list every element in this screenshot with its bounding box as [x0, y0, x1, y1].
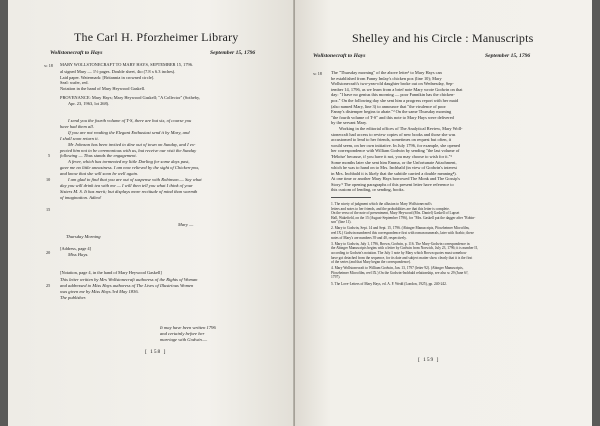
footnote-line: of the series (and that Mary began the correspondence). — [331, 260, 411, 265]
commentary-line: accustomed to lend to her friends, sometimes on request but often, it — [331, 137, 452, 143]
notation-line: was given me by Miss Hays 3rd May 1836. — [60, 288, 139, 294]
commentary-line: be established from Fanny Imlay's chicken pox (line 10); Mary — [331, 75, 442, 81]
commentary-line: Story.⁵ The opening paragraphs of this present letter have reference to — [331, 181, 454, 187]
letter-line: I shall soon return it. — [60, 135, 99, 141]
running-title-right: Shelley and his Circle : Manuscripts — [352, 31, 534, 45]
footnote-line: 1. The nicety of judgment which the allusion to Mary Wollstonecraft's — [331, 202, 432, 206]
address: Miss Hays. — [68, 252, 89, 257]
manuscript-description — [60, 69, 175, 91]
footnote-line: son" (line 11). — [331, 220, 352, 225]
description-line: Seal: wafer, red. — [60, 80, 89, 86]
line-number: 5 — [48, 153, 51, 158]
footnote-line: according to Godwin's notation. The July 1 note by Mary which Brown quotes must somehow — [331, 250, 467, 255]
letter-line: If you are not reading the Elegant Enthusiast send it by Mary, and — [68, 129, 190, 135]
description-line: Notation in the hand of Mary Heywood Gaskell. — [60, 85, 146, 91]
commentary-line: this custom of lending, or sending, books. — [331, 187, 405, 193]
letter-dateline: Thursday Morning — [66, 234, 101, 239]
commentary-line: her correspondence with William Godwin by sending "the last volume of — [331, 148, 460, 154]
footnote-line: have got detached from the sequence, for its date and subject matter show clearly that it is the first — [331, 255, 473, 260]
letter-line: A fever, which has tormented my little Darling for some days past, — [68, 159, 190, 165]
footnote-line: 2. Mary to Godwin, Sept. 14 and Sept. 15, 1796. (Abinger Manuscripts, Pforzheimer Microfilm, — [331, 226, 470, 231]
commentary-line: which he was to hand on to Mrs. Inchbald (in view of Godwin's interest — [331, 165, 457, 171]
footnote-line: Pforzheimer Microfilm, reel IX.) On the Godwin-Inchbald relationship, see also sc 29 (June 6?, — [331, 270, 469, 275]
footnote-rule — [331, 197, 371, 198]
letter-line: Mr Johnson has been invited to dine out of town on Sunday, and I ex- — [68, 141, 196, 147]
footnote-line: reel IX.) Godwin numbered this correspondence first with roman numerals, later with Arabic; these — [331, 231, 474, 236]
provenance-line: PROVENANCE: Mary Hays; Mary Heywood Gaskell; "A Collector" (Sotheby, — [60, 95, 201, 100]
commentary-line: day: "I have no genius this morning — poor Fannikin has the chicken- — [331, 92, 455, 98]
provenance-line: Apr. 23, 1963, lot 268). — [68, 100, 110, 106]
footnote-line: On the verso of the note of presentment, Mary Heywood (Mrs. Daniel) Gaskell of Lupset — [331, 211, 460, 216]
page-number-right: [ 159 ] — [418, 357, 440, 363]
later-note-line: and certainly before her — [160, 330, 205, 336]
footnote-line: 3. Mary to Godwin, July 1, 1796, Brown, Godwin, p. 116. The Mary-Godwin correspondence in — [331, 241, 470, 246]
section-heading-left: Wollstonecraft to Hays — [50, 50, 103, 56]
letter-line: and know that she will soon be well again. — [60, 171, 139, 177]
commentary-line: The "Thursday morning" of the above letter¹ to Mary Hays can — [331, 70, 442, 75]
commentary-line: At one time or another Mary Hays borrowed The Monk and The Gossip's — [331, 176, 460, 182]
letter-line: Sisters M. S. It has merit; but displays more rectitude of mind than warmth — [60, 188, 198, 194]
description-line: al signed Mary — 1½ pages. Double sheet, 4to (7.8 x 6.3 inches). — [60, 69, 176, 74]
letter-line: have had them all. — [60, 123, 94, 129]
letter-line: day you will drink tea with me — I will then tell you what I think of your — [60, 182, 193, 188]
commentary-line: Fanny's distemper begins to abate."² On the same Thursday morning — [331, 109, 452, 115]
provenance — [60, 95, 200, 106]
line-number: 15 — [46, 207, 51, 212]
left-page — [8, 0, 295, 426]
later-note-line: It may have been written 1796 — [160, 325, 216, 330]
commentary-line: Some months later she sent him Emma, or the Unfortunate Attachment, — [331, 159, 457, 165]
commentary-line: pox." On the following day she sent him a progress report with her maid — [331, 97, 459, 103]
line-number: 20 — [46, 250, 51, 255]
letter-line: of imagination. Adieu! — [60, 194, 102, 200]
notation-line: This letter written by Mrs Wollstonecraft authoress of the Rights of Woman — [60, 277, 198, 282]
running-title-left: The Carl H. Pforzheimer Library — [74, 30, 239, 44]
notation-line: The publisher. — [60, 294, 87, 300]
commentary-line: "the fourth volume of T-S" and this note to Mary Hays were delivered — [331, 114, 454, 120]
letter-line: I am glad to find that you are out of suspense with Robinson.— Say what — [68, 177, 202, 183]
footnote-line: 4. Mary Wollstonecraft to William Godwin, Jan. 13, 1797 (letter 92). (Abinger Manuscripts, — [331, 266, 464, 271]
commentary-line: tember 14, 1796, as we learn from a brief note Mary wrote Godwin on that — [331, 86, 463, 92]
commentary-line: Working in the editorial offices of The Analytical Review, Mary Woll- — [339, 125, 463, 131]
letter-line: pected him not to be ceremonious with us, but receive our visit the Sunday — [60, 147, 197, 153]
line-number: 10 — [46, 177, 51, 182]
page-number-left: [ 158 ] — [145, 349, 167, 355]
commentary-line: would seem, on her own initiative. In July 1796, for example, she opened — [331, 142, 461, 148]
later-note — [160, 325, 216, 343]
letter-line: gave me no little uneasiness. I am now relieved by the sight of Chicken-pox, — [60, 165, 200, 171]
entry-number-left: sc 18 — [44, 63, 53, 68]
notation-line: and addressed to Miss Hays authoress of The Lives of Illustrious Women — [60, 282, 194, 288]
footnote-line: Hall, Wakefield, on the 15 (August-September 1796), for "Mrs. Gaskell put the dagger after "Robin- — [331, 215, 476, 220]
notation-label: [Notation, page 4, in the hand of Mary Heywood Gaskell] — [60, 270, 162, 275]
commentary-line: (also named Mary, line 3) to announce that "the virulence of poor — [331, 103, 446, 109]
commentary-line: stonecraft had access to review copies of new books and those she was — [331, 131, 456, 137]
section-date-right: September 15, 1796 — [485, 53, 531, 59]
letter-line: I send you the fourth volume of T-S, there are but six, of course you — [68, 118, 192, 123]
description-line: Laid paper. Watermark: [Britannia in crowned circle]. — [60, 74, 155, 80]
letter-line: following — Thus stands the engagement. — [60, 153, 137, 159]
address-label: [Address, page 4] — [60, 246, 92, 251]
entry-number-right: sc 18 — [313, 71, 322, 76]
later-note-line: marriage with Godwin.— — [160, 336, 208, 342]
footnote-line: the Abinger Manuscripts begins with a letter by Godwin from Norwich, July 23, 1796; it is number II, — [331, 246, 478, 251]
letter-text — [60, 118, 202, 201]
footnote-line: 5. The Love-Letters of Mary Hays, ed. A. F. Wedd (London, 1925), pp. 240-242. — [331, 281, 447, 286]
section-date-left: September 15, 1796 — [210, 50, 256, 56]
notation-text — [60, 277, 197, 301]
footnote-line: letters and notes to her friends, and the probabilities are that this letter is complete. — [331, 206, 450, 211]
section-heading-right: Wollstonecraft to Hays — [313, 53, 366, 59]
footnotes — [331, 202, 478, 286]
commentary-line: in Mrs. Inchbald it is likely that the subtitle carried a double meaning⁴). — [331, 170, 457, 176]
commentary-text — [331, 70, 463, 193]
right-page — [295, 0, 592, 426]
letter-signoff: Mary — — [178, 222, 194, 227]
line-number: 25 — [46, 283, 51, 288]
footnote-line: notes of Mary's are numbers 39 and 40, respectively. — [331, 235, 407, 240]
commentary-line: by the servant Mary. — [331, 120, 368, 126]
commentary-line: 'Héloïse' because, if you have it not, you may choose to wish for it."³ — [331, 153, 452, 159]
commentary-line: Wollstonecraft's two-year-old daughter broke out on Wednesday, Sep- — [331, 81, 454, 87]
footnote-line: 1797). — [331, 275, 341, 280]
entry-heading: MARY WOLLSTONECRAFT TO MARY HAYS, SEPTEMBER 15, 1796. — [60, 62, 194, 67]
